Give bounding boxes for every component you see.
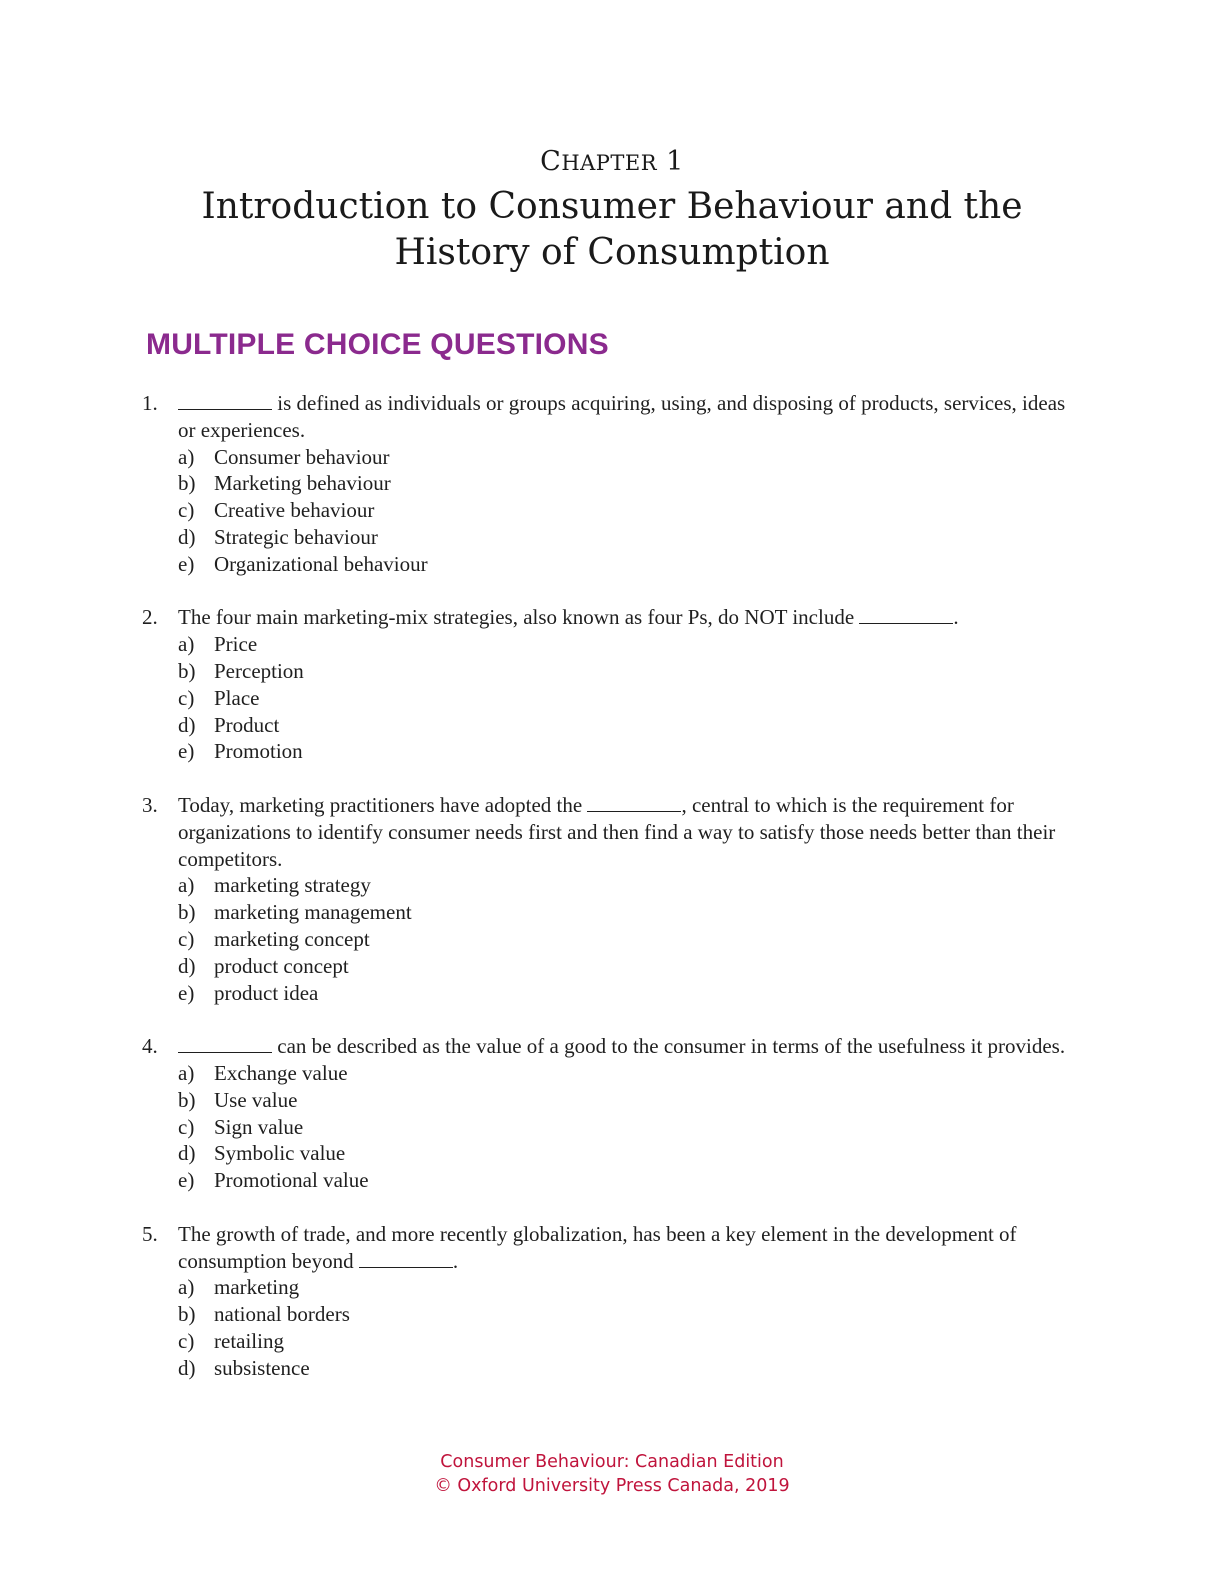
answer-option	[178, 1355, 1082, 1382]
option-letter: a)	[178, 873, 195, 898]
option-letter: b)	[178, 471, 196, 496]
answer-option	[178, 1301, 1082, 1328]
option-text: Perception	[214, 658, 304, 683]
question-number: 1.	[142, 391, 158, 415]
option-letter: c)	[178, 498, 195, 523]
option-letter: d)	[178, 953, 196, 978]
question-number: 4.	[142, 1034, 158, 1059]
option-letter: e)	[178, 1168, 195, 1193]
answer-option	[178, 444, 1082, 471]
option-letter: c)	[178, 1114, 195, 1139]
option-text: marketing	[214, 1275, 300, 1300]
answer-option	[178, 872, 1082, 899]
answer-option	[178, 980, 1082, 1007]
answer-blank	[178, 391, 272, 410]
answer-options	[178, 1060, 1082, 1194]
answer-option	[178, 1087, 1082, 1114]
footer-book-title: Consumer Behaviour: Canadian Edition	[440, 1452, 784, 1472]
option-letter: c)	[178, 1328, 195, 1353]
chapter-number: 1	[666, 146, 684, 177]
answer-blank	[178, 1034, 272, 1053]
option-text: Promotion	[214, 739, 303, 764]
option-letter: d)	[178, 1355, 196, 1380]
option-letter: d)	[178, 524, 196, 549]
option-text: marketing management	[214, 900, 412, 925]
chapter-label-initial: C	[540, 146, 562, 177]
option-text: marketing strategy	[214, 873, 371, 898]
option-letter: a)	[178, 1275, 195, 1300]
answer-option	[178, 551, 1082, 578]
option-text: Product	[214, 712, 280, 737]
option-letter: b)	[178, 900, 196, 925]
question-number: 3.	[142, 792, 158, 817]
question-text	[178, 792, 1082, 872]
option-letter: b)	[178, 1302, 196, 1327]
question-text	[178, 390, 1082, 444]
answer-option	[178, 470, 1082, 497]
option-letter: b)	[178, 1087, 196, 1112]
option-letter: b)	[178, 658, 196, 683]
chapter-title-line-1: Introduction to Consumer Behaviour and the	[201, 186, 1023, 227]
answer-options	[178, 872, 1082, 1006]
option-text: retailing	[214, 1328, 284, 1353]
answer-option	[178, 738, 1082, 765]
question-stem	[142, 1221, 1082, 1275]
question-number: 2.	[142, 605, 158, 630]
chapter-title-line-2: History of Consumption	[394, 232, 830, 273]
option-letter: a)	[178, 632, 195, 657]
option-letter: c)	[178, 685, 195, 710]
answer-option	[178, 631, 1082, 658]
chapter-label-rest: HAPTER	[561, 151, 658, 175]
answer-option	[178, 926, 1082, 953]
answer-options	[178, 631, 1082, 765]
answer-option	[178, 524, 1082, 551]
question-text	[178, 1221, 1082, 1275]
answer-option	[178, 1274, 1082, 1301]
option-text: Exchange value	[214, 1060, 348, 1085]
question-stem	[142, 604, 1082, 631]
option-letter: c)	[178, 926, 195, 951]
question-item	[142, 1033, 1082, 1194]
page-footer	[0, 1450, 1224, 1498]
question-text-after-blank: is defined as individuals or groups acquiring, using, and disposing of products, services, ideas or experiences.	[178, 391, 1066, 442]
answer-option	[178, 497, 1082, 524]
answer-option	[178, 1167, 1082, 1194]
question-stem	[142, 390, 1082, 444]
question-item	[142, 604, 1082, 765]
chapter-title	[0, 184, 1224, 276]
answer-option	[178, 1060, 1082, 1087]
option-letter: e)	[178, 739, 195, 764]
question-item	[142, 390, 1082, 578]
option-letter: a)	[178, 1060, 195, 1085]
question-text-after-blank: can be described as the value of a good to the consumer in terms of the usefulness it provides.	[272, 1034, 1066, 1059]
option-text: Sign value	[214, 1114, 304, 1139]
question-text	[178, 604, 1082, 631]
question-item	[142, 792, 1082, 1006]
option-text: Creative behaviour	[214, 498, 375, 523]
answer-option	[178, 1140, 1082, 1167]
answer-option	[178, 899, 1082, 926]
answer-blank	[587, 793, 681, 812]
question-list	[142, 390, 1082, 1408]
answer-option	[178, 1114, 1082, 1141]
answer-option	[178, 685, 1082, 712]
question-text-before-blank: The four main marketing-mix strategies, also known as four Ps, do NOT include	[178, 605, 860, 630]
question-stem	[142, 792, 1082, 872]
question-text-before-blank: Today, marketing practitioners have adopted the	[178, 792, 588, 817]
answer-option	[178, 1328, 1082, 1355]
option-text: national borders	[214, 1302, 350, 1327]
question-number: 5.	[142, 1221, 158, 1246]
option-text: Consumer behaviour	[214, 444, 390, 469]
answer-blank	[859, 605, 953, 624]
option-letter: e)	[178, 980, 195, 1005]
option-text: subsistence	[214, 1355, 310, 1380]
answer-options	[178, 444, 1082, 578]
chapter-label	[0, 146, 1224, 177]
option-letter: a)	[178, 444, 195, 469]
option-text: product idea	[214, 980, 319, 1005]
answer-blank	[359, 1249, 453, 1268]
option-text: product concept	[214, 953, 349, 978]
option-text: Price	[214, 632, 258, 657]
question-text-after-blank: .	[953, 605, 959, 630]
option-text: marketing concept	[214, 926, 370, 951]
option-letter: d)	[178, 1141, 196, 1166]
option-text: Marketing behaviour	[214, 471, 391, 496]
question-stem	[142, 1033, 1082, 1060]
question-text-before-blank: The growth of trade, and more recently globalization, has been a key element in the development of consumption beyond	[178, 1221, 1017, 1273]
question-item	[142, 1221, 1082, 1382]
option-text: Strategic behaviour	[214, 524, 378, 549]
answer-options	[178, 1274, 1082, 1381]
footer-copyright: © Oxford University Press Canada, 2019	[434, 1476, 790, 1496]
answer-option	[178, 953, 1082, 980]
option-text: Place	[214, 685, 260, 710]
option-text: Use value	[214, 1087, 298, 1112]
option-letter: d)	[178, 712, 196, 737]
question-text-after-blank: .	[452, 1248, 459, 1273]
question-text-after-blank: , central to which is the requirement for organizations to identify consumer needs first and then find a way to satisfy those needs better than their competitors.	[178, 792, 1056, 871]
answer-option	[178, 658, 1082, 685]
option-text: Promotional value	[214, 1168, 369, 1193]
section-heading: MULTIPLE CHOICE QUESTIONS	[146, 328, 609, 361]
question-text	[178, 1033, 1082, 1060]
option-text: Symbolic value	[214, 1141, 346, 1166]
answer-option	[178, 712, 1082, 739]
option-letter: e)	[178, 551, 195, 576]
option-text: Organizational behaviour	[214, 551, 428, 576]
